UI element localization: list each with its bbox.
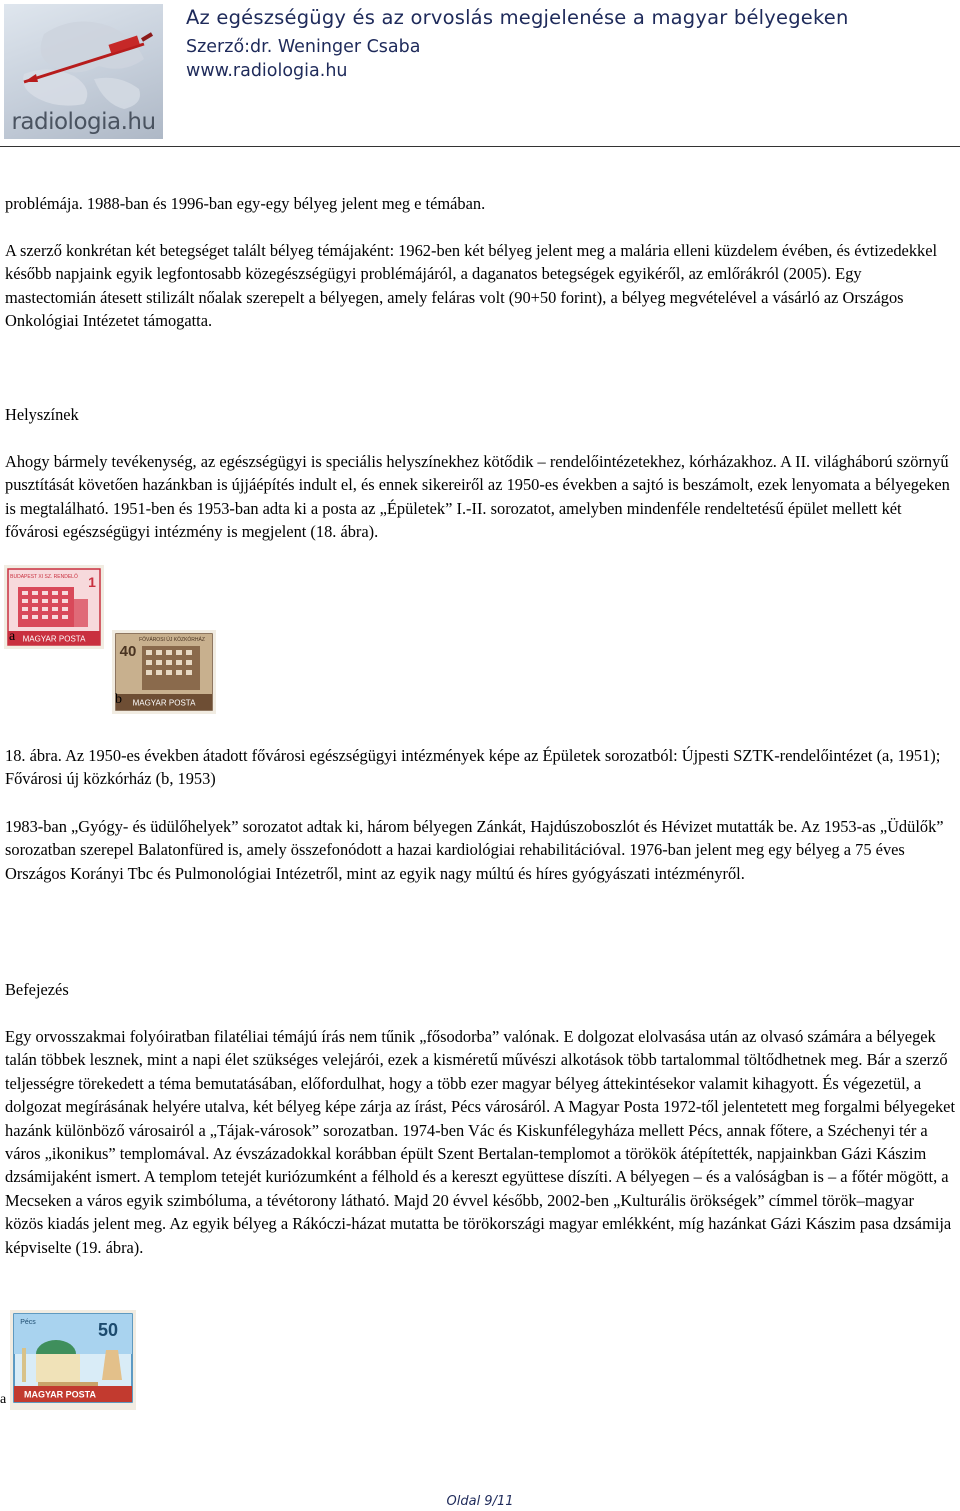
stamp-a-letter: a: [9, 629, 16, 644]
stamp-c-city: Pécs: [20, 1319, 36, 1326]
document-author: Szerző:dr. Weninger Csaba: [186, 37, 421, 57]
stamp-c-letter: a: [0, 1392, 7, 1407]
document-header: [0, 0, 960, 150]
stamp-a-posta: MAGYAR POSTA: [22, 634, 86, 644]
stamp-pecs: [0, 1310, 136, 1410]
stamp-c-posta: MAGYAR POSTA: [23, 1389, 97, 1400]
stamp-a-graphic: [4, 565, 104, 649]
section-heading-befejezes: Befejezés: [5, 980, 69, 999]
paragraph-conclusion: Egy orvosszakmai folyóiratban filatéliai témájú írás nem tűnik „fősodorba” valónak. E dolgozat elolvasása után az olvasó számára a bélyegek talán többek lesznek, mint a napi élet szükséges velejárói, ezek a kisméretű művészi alkotások több tartalommal töltődhetnek meg. Bár a szerző teljességre törekedett a téma bemutatásában, előfordulhat, hogy a több ezer magyar bélyeg áttekintésekor valamit kihagyott. És végezetül, a dolgozat megírásának helyére utalva, két bélyeg képe zárja az írást, Pécs városáról. A Magyar Posta 1972-től jelentetett meg forgalmi bélyegeket hazánk különböző városairól a „Tájak-városok” sorozatban. 1974-ben Vác és Kiskunfélegyháza mellett Pécs, annak főtere, a Széchenyi tér a város „ikonikus” templomával. Az évszázadokkal korábban épült Szent Bertalan-templomot a törökök átépítették, napjainkban Gázi Kászim dzsámijaként ismert. A templom tetejét kuriózumként a félhold és a kereszt együttese díszíti. A bélyegen – és a valóságban is – a főtér mögött, a Mecseken a város egyik szimbóluma, a tévétorony látható. Majd 20 évvel később, 2002-ben „Kulturális örökségek” címmel török–magyar közös kiadás jelent meg. Az egyik bélyeg a Rákóczi-házat mutatta be törökországi magyar emlékként, míg hazánkat Gázi Kászim pasa dzsámija képviselte (19. ábra).: [5, 1027, 956, 1257]
paragraph-intro: problémája. 1988-ban és 1996-ban egy-egy bélyeg jelent meg e témában.: [5, 194, 486, 213]
paragraph-locations: Ahogy bármely tevékenység, az egészségügyi is speciális helyszínekhez kötődik – rendelőintézetekhez, kórházakhoz. A II. világháború szörnyű pusztítását követően hazánkban is újjáépítés indult el, és ennek sikereiről az 1950-es években a sajtó is beszámolt, ezek lenyomata a bélyegeken is megtalálható. 1951-ben és 1953-ban adta ki a posta az „Épületek” I.-II. sorozatot, amelyben mindenféle rendeltetésű épület mellett két fővárosi egészségügyi intézmény is megjelent (18. ábra).: [5, 452, 950, 542]
figure-18-caption: 18. ábra. Az 1950-es években átadott fővárosi egészségügyi intézmények képe az Épületek sorozatból: Újpesti SZTK-rendelőintézet (a, 1951); Fővárosi új közkórház (b, 1953): [5, 746, 941, 789]
stamp-fovarosi-kozkorhaz: [112, 630, 216, 714]
stamp-c-graphic: [10, 1310, 136, 1410]
stamp-b-value: 40: [119, 643, 137, 660]
logo-text: radiologia.hu: [11, 109, 156, 135]
stamp-a-caption: BUDAPEST XI SZ. RENDELŐ: [10, 574, 78, 580]
document-title: Az egészségügy és az orvoslás megjelenése a magyar bélyegeken: [186, 6, 849, 29]
stamp-b-graphic: [112, 630, 216, 714]
header-divider: [0, 146, 960, 147]
stamp-c-value: 50: [97, 1320, 119, 1340]
stamp-b-letter: b: [115, 692, 122, 707]
stamp-b-posta: MAGYAR POSTA: [132, 698, 196, 708]
paragraph-diseases: A szerző konkrétan két betegséget talált bélyeg témájaként: 1962-ben két bélyeg jelent meg a malária elleni küzdelem évében, és évtizedekkel később napjaink egyik legfontosabb közegészségügyi problémájáról, a daganatos betegségek egyikéről, az emlőrákról (2005). Egy mastectomián átesett stilizált nőalak szerepelt a bélyegen, amely feláras volt (90+50 forint), a bélyeg megvételével a vásárló az Országos Onkológiai Intézetet támogatta.: [5, 241, 938, 331]
stamp-ujpesti-rendelo: [4, 565, 104, 649]
page-number: Oldal 9/11: [446, 1494, 514, 1509]
website-url[interactable]: www.radiologia.hu: [186, 61, 348, 81]
section-heading-helyszinek: Helyszínek: [5, 405, 79, 424]
stamp-a-value: 1: [88, 574, 96, 590]
stamp-b-caption: FŐVÁROSI ÚJ KÖZKÓRHÁZ: [139, 637, 205, 643]
radiologia-logo: [4, 4, 163, 139]
paragraph-resorts: 1983-ban „Gyógy- és üdülőhelyek” sorozatot adtak ki, három bélyegen Zánkát, Hajdúszoboszlót és Hévizet mutatták be. Az 1953-as „Üdülők” sorozatban szerepel Balatonfüred is, amely összefonódott a hazai kardiológiai rehabilitációval. 1976-ban jelent meg egy bélyeg a 75 éves Országos Korányi Tbc és Pulmonológiai Intézetről, mint az egyik nagy múltú és híres gyógyászati intézményről.: [5, 817, 944, 883]
